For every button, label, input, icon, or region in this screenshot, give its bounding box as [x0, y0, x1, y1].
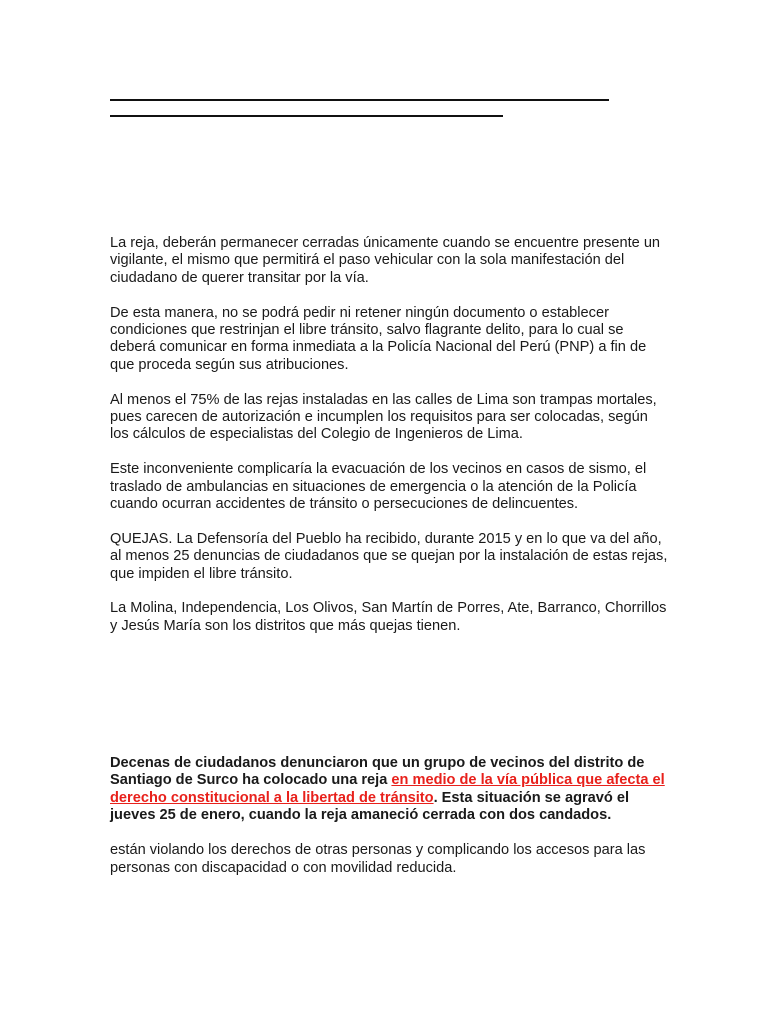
paragraph-quejas: QUEJAS. La Defensoría del Pueblo ha recibido, durante 2015 y en lo que va del año, al menos 25 denuncias de ciudadanos que se quejan por la instalación de estas rejas, que impiden el libre tránsito. [110, 530, 668, 582]
paragraph-libre-transito: De esta manera, no se podrá pedir ni retener ningún documento o establecer condiciones que restrinjan el libre tránsito, salvo flagrante delito, para lo cual se deberá comunicar en forma inmediata a la Policía Nacional del Perú (PNP) a fin de que proceda según sus atribuciones. [110, 304, 647, 373]
lead-text-before: Decenas de ciudadanos denunciaron que un grupo de vecinos del distrito de Santiago de Surco ha colocado una reja [110, 755, 645, 789]
paragraph-reja-cerrada: La reja, deberán permanecer cerradas únicamente cuando se encuentre presente un vigilante, el mismo que permitirá el paso vehicular con la sola manifestación del ciudadano de querer transitar por la vía. [110, 235, 661, 286]
lead-paragraph [110, 755, 670, 825]
article-body [110, 235, 670, 635]
surco-section [110, 755, 670, 877]
closing-paragraph: están violando los derechos de otras personas y complicando los accesos para las personas con discapacidad o con movilidad reducida. [110, 842, 646, 876]
paragraph-inconveniente: Este inconveniente complicaría la evacuación de los vecinos en casos de sismo, el traslado de ambulancias en situaciones de emergencia o la atención de la Policía cuando ocurran accidentes de tránsito o persecuciones de delincuentes. [110, 461, 647, 513]
title-placeholder-line-2 [110, 115, 503, 117]
paragraph-distritos: La Molina, Independencia, Los Olivos, San Martín de Porres, Ate, Barranco, Chorrillos y Jesús María son los distritos que más quejas tienen. [110, 600, 667, 634]
title-placeholder-line-1 [110, 99, 609, 101]
lead-text-after: . Esta situación se agravó el jueves 25 de enero, cuando la reja amaneció cerrada con dos candados. [110, 789, 630, 824]
libertad-transito-link[interactable]: en medio de la vía pública que afecta el derecho constitucional a la libertad de tránsito [110, 772, 665, 806]
paragraph-trampas-mortales: Al menos el 75% de las rejas instaladas en las calles de Lima son trampas mortales, pues carecen de autorización e incumplen los requisitos para ser colocadas, según los cálculos de especialistas del Colegio de Ingenieros de Lima. [110, 391, 657, 443]
